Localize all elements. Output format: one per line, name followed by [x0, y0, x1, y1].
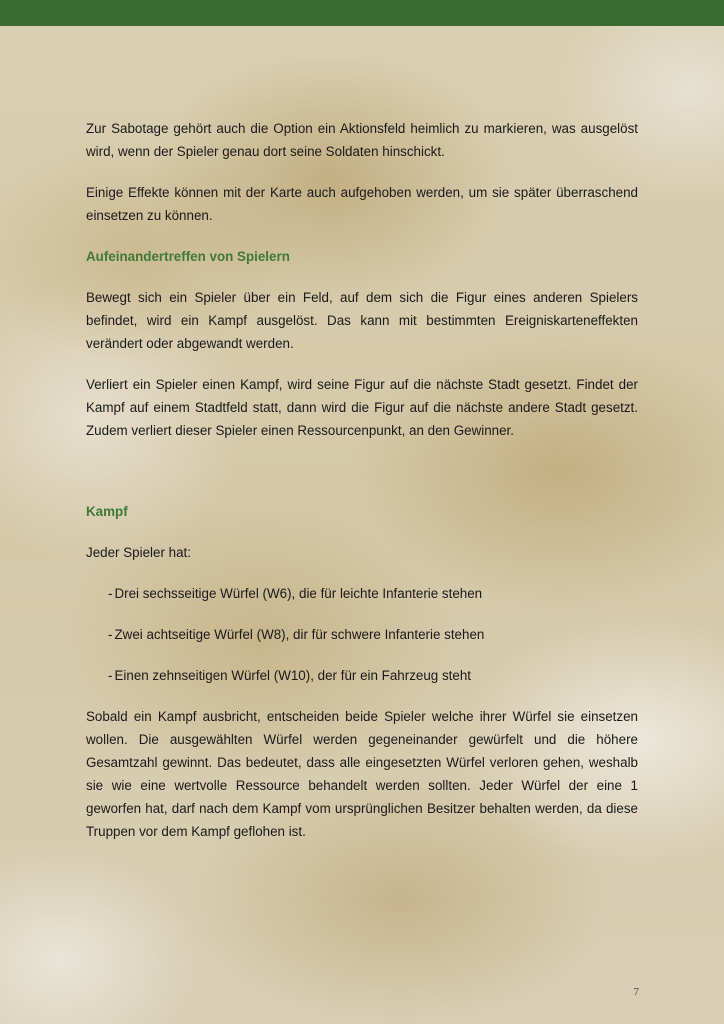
- list-item-text: Drei sechsseitige Würfel (W6), die für leichte Infanterie stehen: [114, 586, 483, 601]
- list-dash: -: [108, 586, 113, 601]
- section-spacer: [86, 460, 638, 500]
- list-item: [86, 623, 638, 646]
- list-item-text: Zwei achtseitige Würfel (W8), dir für schwere Infanterie stehen: [114, 627, 485, 642]
- paragraph-combat-closing: Sobald ein Kampf ausbricht, entscheiden beide Spieler welche ihrer Würfel sie einsetzen wollen. Die ausgewählten Würfel werden gegeneinander gewürfelt und die höhere Gesamtzahl gewinnt. Das bedeutet, dass alle eingesetzten Würfel verloren gehen, weshalb sie wie eine wertvolle Ressource behandelt werden sollten. Jeder Würfel der eine 1 geworfen hat, darf nach dem Kampf vom ursprünglichen Besitzer behalten werden, da diese Truppen vor dem Kampf geflohen ist.: [86, 709, 638, 839]
- paragraph-encounter-2: Verliert ein Spieler einen Kampf, wird seine Figur auf die nächste Stadt gesetzt. Findet der Kampf auf einem Stadtfeld statt, dann wird die Figur auf die nächste andere Stadt gesetzt. Zudem verliert dieser Spieler einen Ressourcenpunkt, an den Gewinner.: [86, 377, 638, 438]
- header-bar: [0, 0, 724, 26]
- heading-combat: Kampf: [86, 504, 128, 519]
- list-dash: -: [108, 668, 113, 683]
- list-dash: -: [108, 627, 113, 642]
- list-item: [86, 664, 638, 687]
- list-item-text: Einen zehnseitigen Würfel (W10), der für ein Fahrzeug steht: [114, 668, 471, 683]
- list-item: [86, 582, 638, 605]
- paragraph-combat-intro: Jeder Spieler hat:: [86, 545, 191, 560]
- paragraph-sabotage: Zur Sabotage gehört auch die Option ein Aktionsfeld heimlich zu markieren, was ausgelöst wird, wenn der Spieler genau dort seine Soldaten hinschickt.: [86, 121, 638, 159]
- page-content: [86, 117, 638, 861]
- paragraph-effects: Einige Effekte können mit der Karte auch aufgehoben werden, um sie später überraschend einsetzen zu können.: [86, 185, 638, 223]
- page-number: 7: [633, 986, 639, 998]
- paragraph-encounter-1: Bewegt sich ein Spieler über ein Feld, auf dem sich die Figur eines anderen Spielers befindet, wird ein Kampf ausgelöst. Das kann mit bestimmten Ereigniskarteneffekten verändert oder abgewandt werden.: [86, 290, 638, 351]
- heading-encounter: Aufeinandertreffen von Spielern: [86, 249, 290, 264]
